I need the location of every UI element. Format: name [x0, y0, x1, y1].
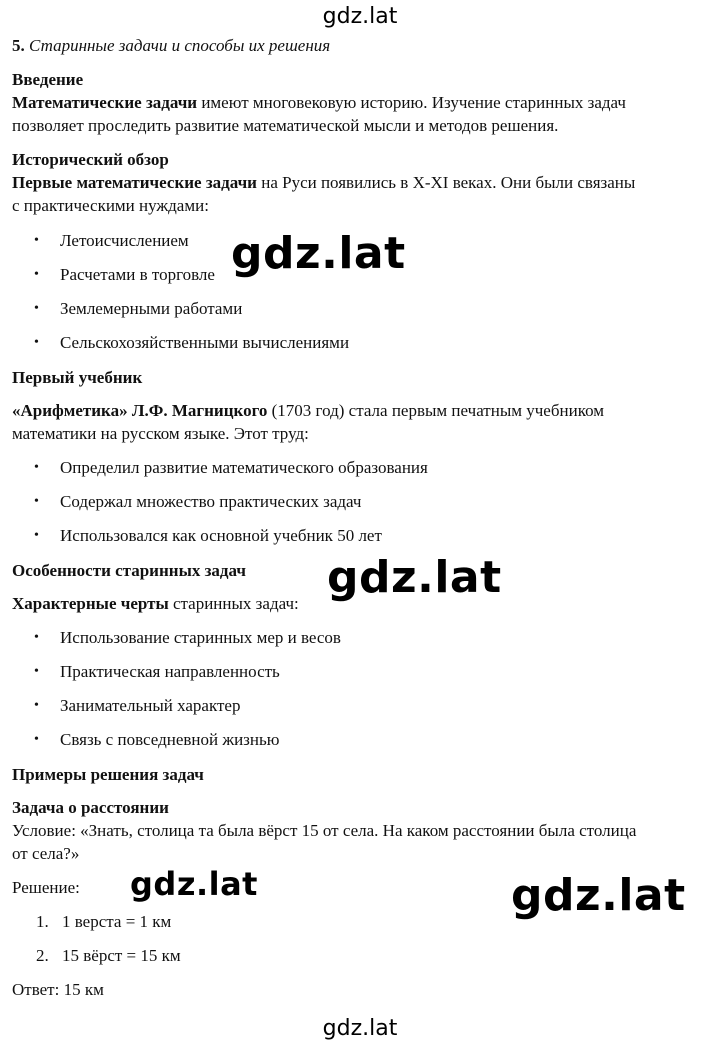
- watermark-overlay: gdz.lat: [231, 228, 406, 279]
- intro-lead: Математические задачи: [12, 93, 198, 112]
- section-title: Старинные задачи и способы их решения: [29, 36, 331, 55]
- watermark-overlay: gdz.lat: [130, 865, 258, 903]
- examples-heading: Примеры решения задач: [12, 765, 204, 784]
- list-item-text: Летоисчислением: [60, 231, 189, 250]
- bullet: •: [34, 664, 39, 679]
- list-item-text: Связь с повседневной жизнью: [60, 730, 280, 749]
- watermark-overlay: gdz.lat: [511, 870, 686, 921]
- bullet: •: [34, 233, 39, 248]
- step-text: 1 верста = 1 км: [62, 912, 172, 931]
- textbook-lead: «Арифметика» Л.Ф. Магницкого: [12, 401, 268, 420]
- features-heading: Особенности старинных задач: [12, 561, 246, 580]
- list-item-text: Содержал множество практических задач: [60, 492, 362, 511]
- step-number: 1.: [36, 912, 49, 931]
- task-title: Задача о расстоянии: [12, 798, 169, 817]
- history-line1-rest: на Руси появились в X-XI веках. Они были связаны: [256, 173, 636, 192]
- list-item-text: Расчетами в торговле: [60, 265, 215, 284]
- watermark-overlay: gdz.lat: [327, 552, 502, 603]
- bullet: •: [34, 301, 39, 316]
- history-heading: Исторический обзор: [12, 150, 169, 169]
- watermark-bottom: gdz.lat: [322, 1016, 398, 1041]
- task-condition-line1: Условие: «Знать, столица та была вёрст 15 от села. На каком расстоянии была столица: [12, 821, 637, 840]
- bullet: •: [34, 630, 39, 645]
- intro-line1-rest: имеют многовековую историю. Изучение старинных задач: [197, 93, 626, 112]
- history-paragraph-line1: [12, 171, 635, 194]
- history-lead: Первые математические задачи: [12, 173, 257, 192]
- intro-paragraph-line2: позволяет проследить развитие математической мысли и методов решения.: [12, 116, 559, 135]
- bullet: •: [34, 267, 39, 282]
- step-number: 2.: [36, 946, 49, 965]
- textbook-paragraph-line2: математики на русском языке. Этот труд:: [12, 424, 309, 443]
- list-item-text: Использование старинных мер и весов: [60, 628, 341, 647]
- intro-heading: Введение: [12, 70, 84, 89]
- textbook-heading: Первый учебник: [12, 368, 143, 387]
- textbook-line1-rest: (1703 год) стала первым печатным учебником: [267, 401, 605, 420]
- features-lead: Характерные черты: [12, 594, 169, 613]
- list-item-text: Практическая направленность: [60, 662, 280, 681]
- task-condition-line2: от села?»: [12, 844, 80, 863]
- section-number: 5.: [12, 36, 25, 55]
- bullet: •: [34, 460, 39, 475]
- list-item-text: Определил развитие математического образования: [60, 458, 428, 477]
- bullet: •: [34, 732, 39, 747]
- list-item-text: Использовался как основной учебник 50 лет: [60, 526, 382, 545]
- bullet: •: [34, 528, 39, 543]
- list-item-text: Сельскохозяйственными вычислениями: [60, 333, 350, 352]
- watermark-top: gdz.lat: [322, 4, 398, 29]
- textbook-paragraph-line1: [12, 399, 604, 422]
- list-item-text: Землемерными работами: [60, 299, 243, 318]
- section-heading: [12, 34, 330, 57]
- history-paragraph-line2: с практическими нуждами:: [12, 196, 209, 215]
- answer-line: Ответ: 15 км: [12, 980, 104, 999]
- intro-paragraph-line1: [12, 91, 626, 114]
- list-item-text: Занимательный характер: [60, 696, 241, 715]
- bullet: •: [34, 698, 39, 713]
- solution-label: Решение:: [12, 878, 80, 897]
- bullet: •: [34, 335, 39, 350]
- bullet: •: [34, 494, 39, 509]
- features-paragraph-line1: [12, 592, 299, 615]
- step-text: 15 вёрст = 15 км: [62, 946, 181, 965]
- features-line1-rest: старинных задач:: [168, 594, 299, 613]
